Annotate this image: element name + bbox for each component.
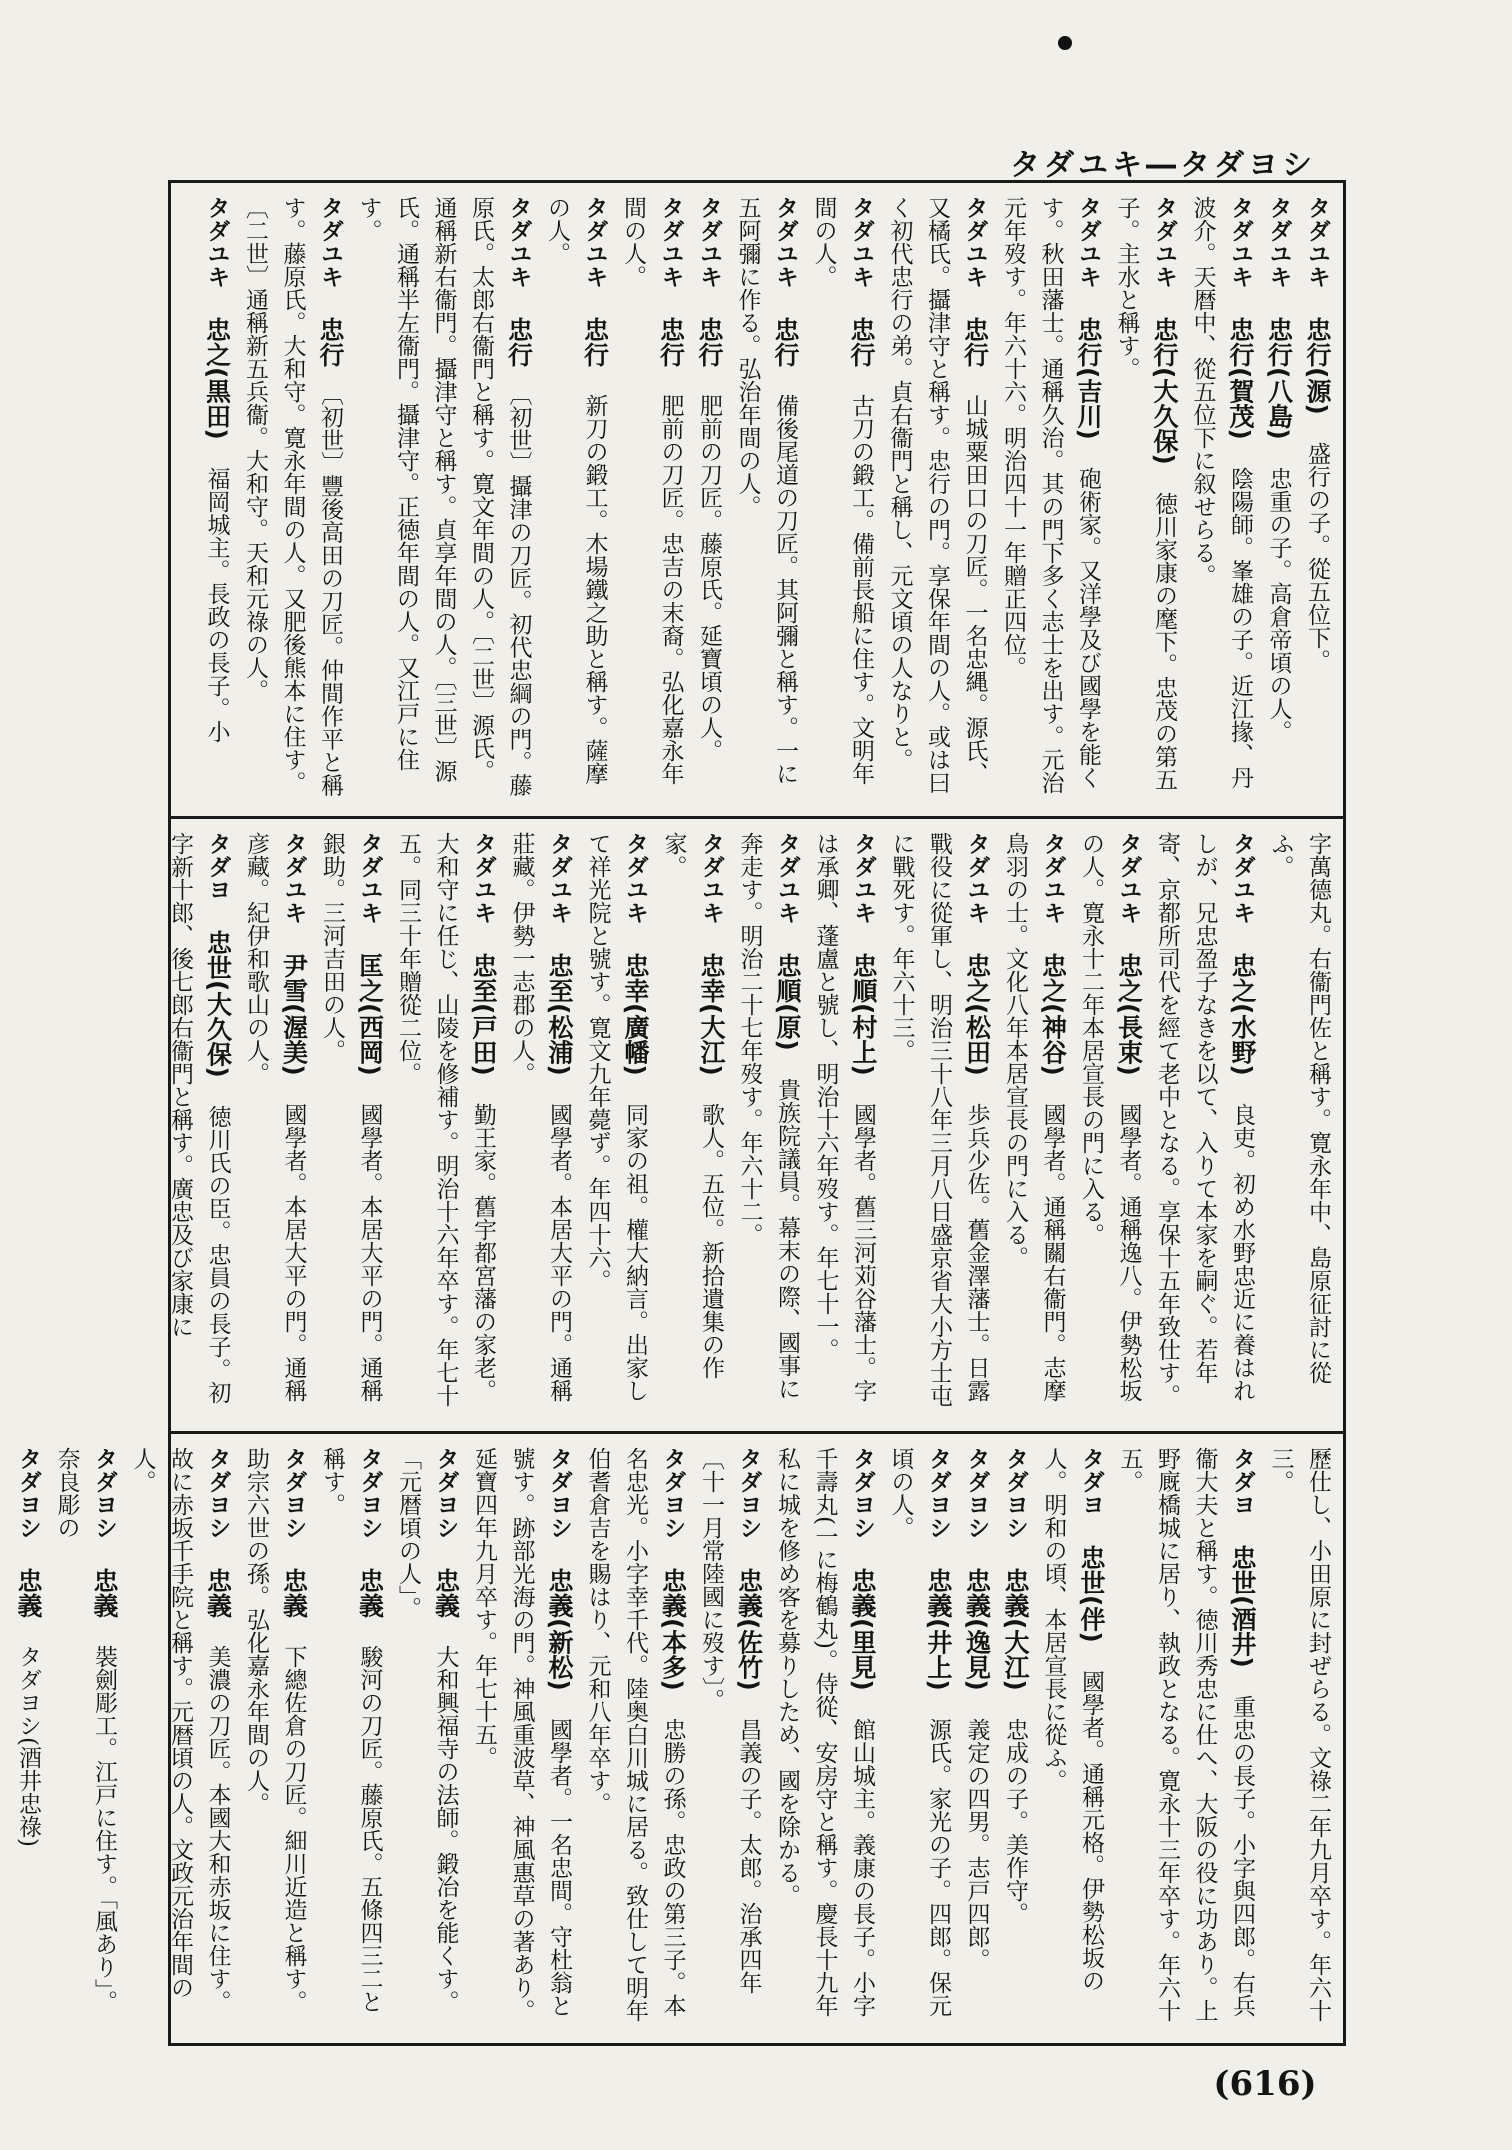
entry-headword: タダユキ	[698, 832, 724, 924]
dictionary-entry	[881, 1447, 957, 2033]
entry-headword: タダユキ	[546, 832, 572, 924]
dictionary-entry	[654, 832, 730, 1418]
dictionary-entry	[538, 196, 614, 802]
dictionary-entry	[804, 196, 880, 802]
entry-name: 忠世(酒井)	[1228, 1545, 1257, 1668]
entry-body: 國學者。通稱關右衞門。志摩鳥羽の士。文化八年本居宣長の門に入る。	[1002, 832, 1066, 1402]
entry-headword: タダヨシ	[963, 1447, 990, 1539]
entry-name: 忠義	[90, 1568, 119, 1618]
entry-name: 忠行(源)	[1303, 317, 1332, 415]
dictionary-entry	[197, 196, 236, 802]
ink-dot	[1058, 36, 1072, 50]
entry-name: 忠之(松田)	[962, 953, 992, 1076]
dictionary-entry	[1261, 1447, 1336, 2033]
dictionary-entry	[1107, 196, 1183, 802]
entry-body: 備後尾道の刀匠。其阿彌と稱す。一に五阿彌に作る。弘治年間の人。	[734, 196, 798, 785]
dictionary-entry	[1110, 1447, 1261, 2033]
dictionary-entry	[237, 832, 313, 1418]
entry-body: 裝劍彫工。江戸に住す。「風あり」。奈良彫の	[53, 1447, 117, 2013]
dictionary-entry	[1261, 832, 1336, 1418]
entry-body: 肥前の刀匠。忠吉の末裔。弘化嘉永年間の人。	[620, 196, 684, 785]
entry-name: 忠至(松浦)	[545, 953, 574, 1076]
entry-body: 〔初世〕攝津の刀匠。初代忠綱の門。藤原氏。太郎右衞門と稱す。寛文年間の人。〔二世〕源氏。通稱新右衞門。攝津守と稱す。貞享年間の人。〔三世〕源氏。通稱半左衞門。攝津守。正徳年間の人。又江戸に住す。	[355, 196, 532, 797]
entry-name: 忠行(賀茂)	[1226, 317, 1255, 440]
entry-name: 忠行	[695, 317, 724, 367]
entry-body: 國學者。舊三河苅谷藩士。字は承卿、蓬盧と號し、明治十六年歿す。年七十一。	[812, 832, 876, 1402]
entry-body: 源氏。家光の子。四郎。保元頃の人。	[887, 1447, 951, 2017]
entry-body: 國學者。通稱元格。伊勢松坂の人。明和の頃、本居宣長に從ふ。	[1040, 1447, 1104, 1992]
entry-body: 古刀の鍛工。備前長船に住す。文明年間の人。	[810, 196, 874, 785]
entry-name: 忠行(大久保)	[1150, 317, 1179, 465]
entry-headword: タダヨシ	[280, 1447, 307, 1539]
dictionary-entry	[578, 1447, 692, 2033]
dictionary-entry	[389, 832, 503, 1418]
entry-body: 美濃の刀匠。本國大和赤坂に住す。故に赤坂千手院と稱す。元暦頃の人。文政元治年間の人。	[129, 1447, 231, 2013]
entry-body: 勤王家。舊宇都宮藩の家老。大和守に任じ、山陵を修補す。明治十六年卒す。年七十五。同三十年贈從二位。	[395, 832, 496, 1407]
entry-name: 忠義	[279, 1568, 309, 1618]
entry-name: 忠義	[355, 1568, 385, 1618]
section-top	[178, 196, 1336, 802]
dictionary-entry	[880, 196, 994, 802]
entry-body: 〔初世〕豐後高田の刀匠。仲間作平と稱す。藤原氏。大和守。寛永年間の人。又肥後熊本に住す。〔二世〕通稱新五兵衞。大和守。天和元祿の人。	[242, 196, 343, 797]
entry-headword: タダヨシ	[356, 1447, 383, 1539]
section-divider	[168, 1431, 1346, 1434]
entry-name: 忠幸(大江)	[697, 953, 726, 1076]
entry-headword: タダヨシ	[546, 1447, 572, 1539]
entry-body: タダヨシ(酒井忠祿)	[15, 1645, 41, 1847]
entry-headword: タダユキ	[961, 196, 988, 288]
entry-name: 忠行	[580, 317, 610, 367]
entry-name: 忠行	[771, 317, 800, 367]
dictionary-entry	[236, 196, 350, 802]
entry-headword: タダユキ	[1304, 196, 1330, 288]
entry-body: 良吏。初め水野忠近に養はれしが、兄忠盈子なきを以て、入りて本家を嗣ぐ。若年寄、京都所司代を經て老中となる。享保十五年致仕す。	[1154, 832, 1255, 1407]
entry-name: 忠行	[847, 317, 876, 367]
entry-headword: タダユキ	[622, 832, 648, 924]
entry-name: 忠之(神谷)	[1038, 953, 1068, 1076]
entry-headword: タダユキ	[1039, 832, 1066, 924]
dictionary-entry	[1183, 196, 1259, 802]
entry-headword: タダユキ	[1075, 196, 1101, 288]
entry-name: 忠世(大久保)	[203, 930, 233, 1078]
entry-body: 國學者。通稱逸八。伊勢松坂の人。寛永十二年本居宣長の門に入る。	[1078, 832, 1142, 1402]
entry-headword: タダユキ	[772, 196, 798, 288]
entry-name: 忠義(里見)	[848, 1568, 877, 1691]
dictionary-entry	[806, 832, 882, 1418]
entry-body: 忠重の子。高倉帝頃の人。	[1265, 466, 1292, 743]
entry-body: 盛行の子。從五位下。	[1304, 441, 1330, 672]
section-middle	[167, 832, 1336, 1418]
entry-headword: タダユキ	[1227, 196, 1253, 288]
entry-name: 忠義(本多)	[658, 1568, 688, 1691]
running-head: タダユキ―タダヨシ	[1010, 148, 1316, 183]
entry-body: 駿河の刀匠。藤原氏。五條四三二と稱す。	[319, 1447, 383, 2013]
entry-headword: タダヨ	[1229, 1447, 1255, 1516]
dictionary-entry	[996, 1447, 1035, 2033]
entry-headword: タダユキ	[774, 832, 800, 924]
entry-headword: タダユキ	[581, 196, 608, 288]
section-bottom	[14, 1447, 1336, 2033]
entry-name: 忠行	[504, 317, 534, 367]
entry-body: 國學者。一名忠間。守杜翁と號す。跡部光海の門。神風重波草、神風惠草の著あり。延寶四年九月卒す。年七十五。	[471, 1447, 572, 2022]
entry-body: 徳川家康の麾下。忠茂の第五子。主水と稱す。	[1113, 196, 1177, 791]
entry-body: 大和興福寺の法師。鍛冶を能くす。「元暦頃の人」。	[395, 1447, 459, 2013]
dictionary-entry	[313, 832, 389, 1418]
entry-headword: タダヨシ	[91, 1447, 117, 1539]
dictionary-entry	[47, 1447, 123, 2033]
section-divider	[168, 816, 1346, 819]
dictionary-entry	[996, 832, 1072, 1418]
entry-headword: タダユキ	[850, 832, 876, 924]
entry-headword: タダユキ	[657, 196, 684, 288]
entry-name: 忠之(水野)	[1228, 953, 1257, 1076]
dictionary-entry	[690, 196, 729, 802]
entry-name: 忠世(伴)	[1077, 1545, 1106, 1643]
entry-body: 歩兵少佐。舊金澤藩士。日露戰役に從軍し、明治三十八年三月八日盛京省大小方士屯に戰死す。年六十三。	[888, 832, 990, 1407]
entry-body: 新刀の鍛工。木場鐵之助と稱す。薩摩の人。	[544, 196, 608, 785]
entry-headword: タダユキ	[280, 832, 307, 924]
entry-body: 徳川氏の臣。忠員の長子。初字新十郎、後七郎右衞門と稱す。廣忠及び家康に	[167, 832, 231, 1404]
entry-name: 忠義(井上)	[924, 1568, 953, 1691]
entry-headword: タダヨ	[1078, 1447, 1104, 1516]
dictionary-entry	[1072, 832, 1148, 1418]
entry-name: 匡之(西岡)	[355, 953, 385, 1076]
dictionary-entry	[1034, 1447, 1110, 2033]
entry-headword: タダヨシ	[735, 1447, 762, 1539]
dictionary-entry	[349, 196, 538, 802]
dictionary-entry	[389, 1447, 465, 2033]
entry-name: 忠之(黒田)	[202, 317, 232, 440]
entry-body: 肥前の刀匠。藤原氏。延寶頃の人。	[696, 394, 722, 762]
entry-headword: タダユキ	[963, 832, 990, 924]
entry-headword: タダユキ	[1115, 832, 1142, 924]
dictionary-entry	[1259, 196, 1298, 802]
entry-body: 砲術家。又洋學及び國學を能くす。秋田藩士。通稱久治。其の門下多く志士を出す。元治元年歿す。年六十六。明治四十一年贈正四位。	[1000, 196, 1101, 794]
dictionary-entry	[730, 832, 806, 1418]
page-number: (616)	[1213, 2064, 1317, 2104]
entry-name: 忠義	[14, 1568, 43, 1618]
entry-headword: タダユキ	[1229, 832, 1255, 924]
entry-headword: タダユキ	[696, 196, 722, 288]
entry-headword: タダヨ	[204, 832, 231, 901]
entry-name: 忠行(吉川)	[1074, 317, 1103, 440]
entry-name: 尹雪(渥美)	[279, 953, 309, 1076]
entry-body: 同家の祖。權大納言。出家して祥光院と號す。寛文九年薨ず。年四十六。	[584, 832, 648, 1402]
entry-name: 忠義	[203, 1568, 233, 1618]
entry-body: 字萬德丸。右衞門佐と稱す。寛永年中、島原征討に從ふ。	[1267, 832, 1331, 1384]
entry-body: 館山城主。義康の長子。小字千壽丸(一に梅鶴丸)。侍從、安房守と稱す。慶長十九年私に城を修め客を募りしため、國を除かる。	[774, 1447, 875, 2017]
dictionary-entry	[1148, 832, 1262, 1418]
entry-name: 忠義(大江)	[1001, 1568, 1030, 1691]
entry-headword: タダヨシ	[1002, 1447, 1028, 1539]
entry-body: 重忠の長子。小字與四郎。右兵衞大夫と稱す。徳川秀忠に仕へ、大阪の役に功あり。上野廐橋城に居り、執政となる。寛永十三年卒す。年六十五。	[1116, 1447, 1255, 2022]
entry-name: 忠之(長束)	[1114, 953, 1144, 1076]
entry-headword: タダユキ	[1151, 196, 1177, 288]
dictionary-entry	[578, 832, 654, 1418]
entry-headword: タダユキ	[356, 832, 383, 924]
entry-headword: タダユキ	[470, 832, 496, 924]
entry-body: 下總佐倉の刀匠。細川近造と稱す。助宗六世の孫。弘化嘉永年間の人。	[243, 1447, 307, 2013]
entry-headword: タダユキ	[505, 196, 532, 288]
dictionary-entry	[957, 1447, 996, 2033]
dictionary-entry	[692, 1447, 768, 2033]
dictionary-entry	[614, 196, 690, 802]
entry-body: 忠勝の孫。忠政の第三子。本名忠光。小字幸千代。陸奥白川城に居る。致仕して明年伯耆倉吉を賜はり、元和八年卒す。	[584, 1447, 686, 2022]
dictionary-entry	[994, 196, 1108, 802]
dictionary-entry	[882, 832, 996, 1418]
entry-headword: タダユキ	[317, 196, 343, 288]
dictionary-entry	[768, 1447, 882, 2033]
entry-body: 義定の四男。志戸四郎。	[963, 1717, 990, 1971]
entry-name: 忠至(戸田)	[469, 953, 498, 1076]
entry-body: 國學者。本居大平の門。通稱銀助。三河吉田の人。	[319, 832, 383, 1402]
entry-headword: タダユキ	[848, 196, 874, 288]
entry-name: 忠義	[431, 1568, 461, 1618]
dictionary-entry	[465, 1447, 579, 2033]
entry-headword: タダユキ	[1265, 196, 1292, 288]
entry-body: 歌人。五位。新拾遺集の作家。	[660, 832, 724, 1379]
entry-name: 忠順(原)	[773, 953, 802, 1051]
entry-name: 忠義(逸見)	[962, 1568, 992, 1691]
entry-body: 陰陽師。峯雄の子。近江掾、丹波介。天暦中、從五位下に叙せらる。	[1189, 196, 1253, 789]
entry-body: 忠成の子。美作守。	[1002, 1717, 1028, 1925]
dictionary-entry	[161, 832, 237, 1418]
entry-headword: タダヨシ	[925, 1447, 951, 1539]
entry-name: 忠行	[656, 317, 686, 367]
entry-name: 忠順(村上)	[849, 953, 878, 1076]
dictionary-entry	[728, 196, 804, 802]
dictionary-entry	[1298, 196, 1337, 802]
entry-body: 國學者。本居大平の門。通稱彦藏。紀伊和歌山の人。	[243, 832, 307, 1402]
dictionary-entry	[313, 1447, 389, 2033]
entry-name: 忠義(佐竹)	[734, 1568, 764, 1691]
entry-body: 歷仕し、小田原に封ぜらる。文祿二年九月卒す。年六十三。	[1267, 1447, 1331, 2022]
dictionary-entry	[123, 1447, 237, 2033]
entry-name: 忠幸(廣幡)	[621, 953, 650, 1076]
dictionary-entry	[9, 1447, 48, 2033]
entry-name: 忠行(八島)	[1264, 317, 1294, 440]
entry-body: 福岡城主。長政の長子。小	[203, 466, 230, 743]
entry-headword: タダヨシ	[659, 1447, 686, 1539]
entry-headword: タダヨシ	[15, 1447, 41, 1539]
entry-headword: タダヨシ	[432, 1447, 459, 1539]
entry-name: 忠行	[316, 317, 345, 367]
entry-name: 忠義(新松)	[545, 1568, 574, 1691]
entry-body: 國學者。本居大平の門。通稱莊藏。伊勢一志郡の人。	[508, 832, 572, 1402]
entry-headword: タダヨシ	[849, 1447, 875, 1539]
dictionary-entry	[502, 832, 578, 1418]
entry-headword: タダヨシ	[204, 1447, 231, 1539]
entry-name: 忠行	[960, 317, 990, 367]
entry-body: 貴族院議員。幕末の際、國事に奔走す。明治二十七年歿す。年六十二。	[736, 832, 800, 1400]
dictionary-entry	[237, 1447, 313, 2033]
entry-body: 昌義の子。太郎。治承四年〔十一月常陸國に歿す〕。	[698, 1447, 762, 1994]
entry-body: 山城粟田口の刀匠。一名忠縄。源氏、又橘氏。攝津守と稱す。忠行の門。享保年間の人。或は曰く初代忠行の弟。貞右衞門と稱し、元文頃の人なりと。	[886, 196, 988, 794]
entry-headword: タダユキ	[203, 196, 230, 288]
